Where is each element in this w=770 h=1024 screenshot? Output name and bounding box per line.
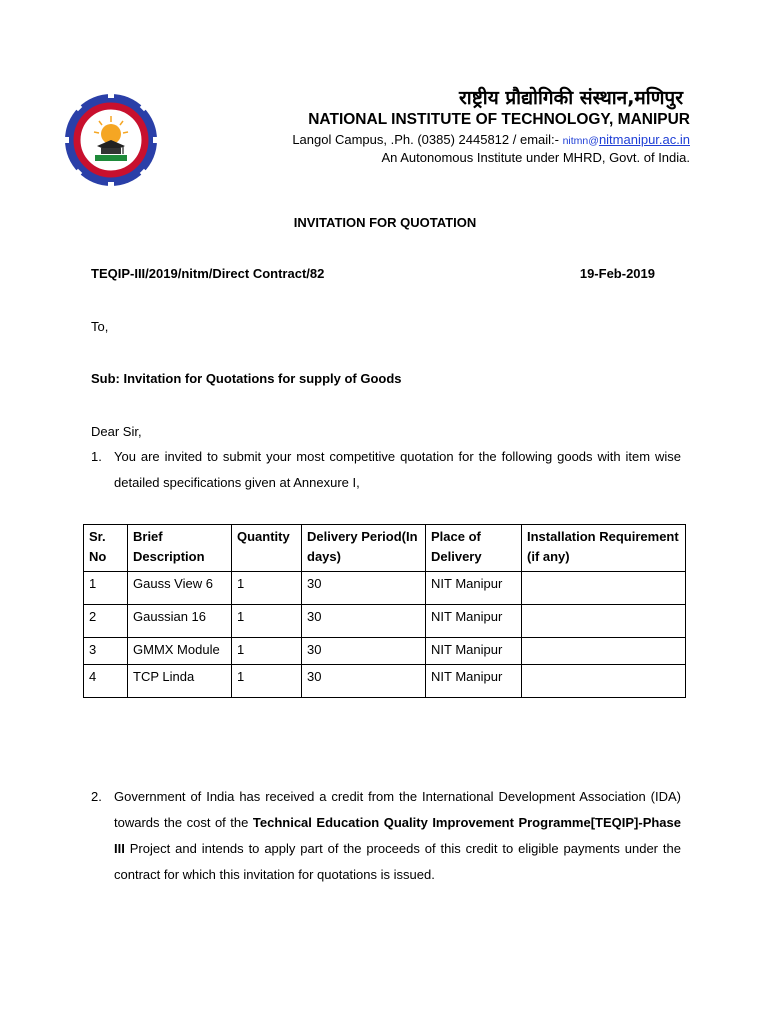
paragraph-2 [91,784,681,888]
reference-number: TEQIP-III/2019/nitm/Direct Contract/82 [91,266,325,281]
column-header: Installation Requirement (if any) [522,525,686,572]
table-cell: 1 [84,572,128,605]
paragraph-number: 1. [91,449,102,464]
table-cell: NIT Manipur [426,605,522,638]
table-header-row [84,525,686,572]
column-header: Sr. No [84,525,128,572]
hindi-title: राष्ट्रीय प्रौद्योगिकी संस्थान,मणिपुर [459,87,683,109]
programme-name: Technical Education Quality Improvement Programme[TEQIP]-Phase III [114,815,681,856]
table-cell: 1 [232,665,302,698]
table-cell: NIT Manipur [426,638,522,665]
table-cell [522,605,686,638]
table-cell: GMMX Module [128,638,232,665]
table-cell: 1 [232,572,302,605]
email-user: nitmn@ [562,135,599,147]
paragraph-1 [91,444,681,496]
table-cell: 3 [84,638,128,665]
institute-logo [63,92,159,188]
table-cell: 1 [232,605,302,638]
addressee: To, [91,319,109,334]
table-cell: Gaussian 16 [128,605,232,638]
institute-name: NATIONAL INSTITUTE OF TECHNOLOGY, MANIPUR [308,111,690,128]
table-cell: Gauss View 6 [128,572,232,605]
table-cell: 30 [302,605,426,638]
column-header: Quantity [232,525,302,572]
column-header: Place of Delivery [426,525,522,572]
table-cell: NIT Manipur [426,572,522,605]
paragraph-text [114,784,681,888]
table-cell: 1 [232,638,302,665]
table-row [84,572,686,605]
table-cell: 30 [302,665,426,698]
table-cell: NIT Manipur [426,665,522,698]
table-cell: 2 [84,605,128,638]
column-header: Delivery Period(In days) [302,525,426,572]
table-row [84,605,686,638]
paragraph-text: You are invited to submit your most competitive quotation for the following goods with item wise detailed specifications given at Annexure I, [114,449,681,490]
table-row [84,638,686,665]
document-heading: INVITATION FOR QUOTATION [293,215,477,230]
salutation: Dear Sir, [91,424,142,439]
table-cell: 4 [84,665,128,698]
table-cell [522,638,686,665]
table-cell [522,572,686,605]
table-row [84,665,686,698]
address-line [292,132,690,147]
table-cell: 30 [302,638,426,665]
table-cell: 30 [302,572,426,605]
paragraph-number: 2. [91,789,102,804]
subject-line: Sub: Invitation for Quotations for supply of Goods [91,371,402,386]
table-cell [522,665,686,698]
paragraph-text-part: Project and intends to apply part of the proceeds of this credit to eligible payments under the contract for which this invitation for quotations is issued. [114,841,681,882]
document-date: 19-Feb-2019 [579,266,655,281]
paragraph-text-part: Government of India has received a credit from the International Development Association (IDA) towards the cost of the [114,789,681,830]
column-header: Brief Description [128,525,232,572]
address-prefix: Langol Campus, .Ph. (0385) 2445812 / email:- [292,132,563,147]
email-link[interactable]: nitmanipur.ac.in [598,132,690,147]
nit-manipur-emblem-icon [63,92,159,188]
autonomous-line: An Autonomous Institute under MHRD, Govt. of India. [381,150,690,165]
table-cell: TCP Linda [128,665,232,698]
items-table [83,524,686,698]
